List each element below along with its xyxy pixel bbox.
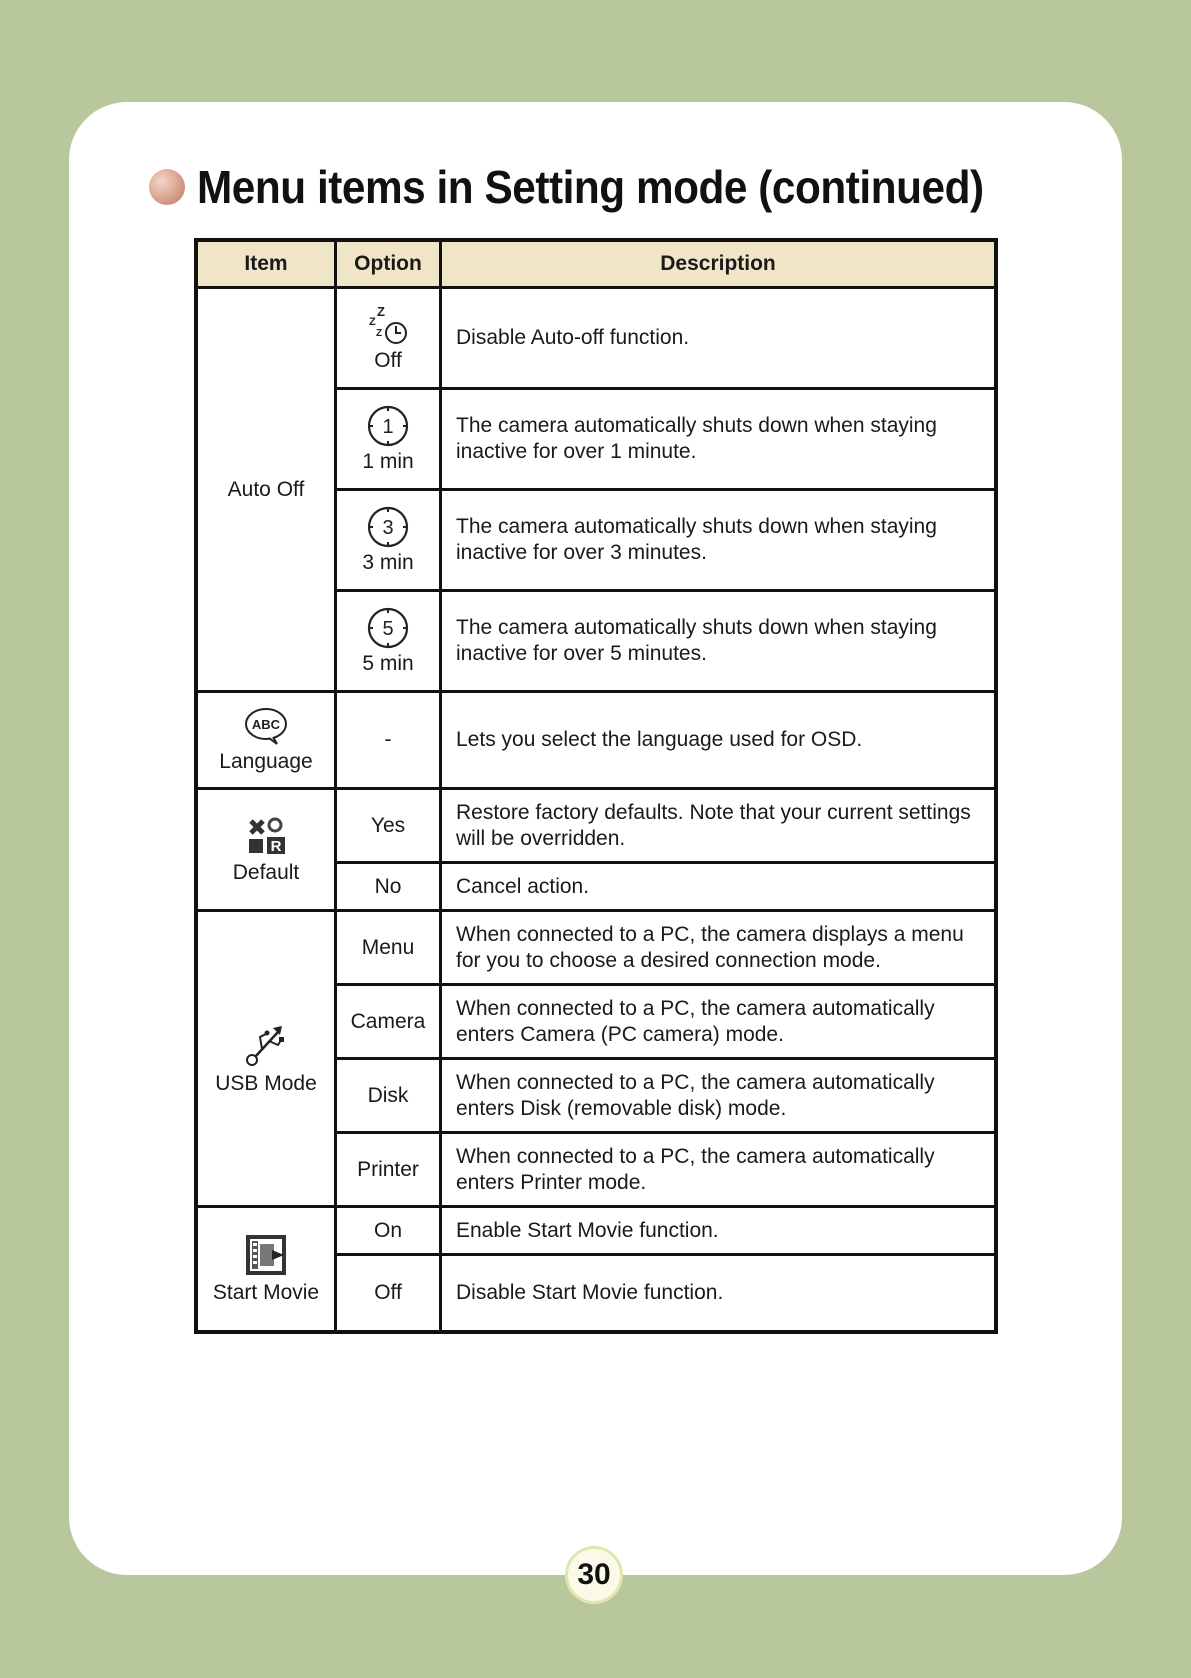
option-label: Off: [374, 349, 402, 372]
option-cell: Menu: [336, 911, 441, 985]
description-cell: The camera automatically shuts down when staying inactive for over 3 minutes.: [441, 490, 997, 591]
description-cell: When connected to a PC, the camera automatically enters Camera (PC camera) mode.: [441, 985, 997, 1059]
clock-5-icon: [366, 606, 410, 650]
table-row: [196, 789, 996, 863]
option-cell: [336, 288, 441, 389]
item-start-movie: [196, 1207, 336, 1332]
svg-text:3: 3: [382, 517, 394, 539]
svg-text:1: 1: [382, 416, 394, 438]
description-cell: When connected to a PC, the camera displays a menu for you to choose a desired connection mode.: [441, 911, 997, 985]
svg-text:Z: Z: [377, 304, 385, 319]
item-auto-off: [196, 288, 336, 692]
table-row: [196, 288, 996, 389]
header-description: Description: [441, 240, 997, 288]
svg-text:ABC: ABC: [251, 717, 281, 732]
page-number: 30: [565, 1546, 623, 1604]
svg-text:5: 5: [382, 618, 394, 640]
svg-text:Z: Z: [376, 328, 383, 339]
option-cell: Printer: [336, 1133, 441, 1207]
description-cell: When connected to a PC, the camera automatically enters Disk (removable disk) mode.: [441, 1059, 997, 1133]
table-row: [196, 911, 996, 985]
description-cell: The camera automatically shuts down when staying inactive for over 1 minute.: [441, 389, 997, 490]
usb-icon: [242, 1022, 290, 1068]
description-cell: Disable Auto-off function.: [441, 288, 997, 389]
header-option: Option: [336, 240, 441, 288]
item-language: [196, 692, 336, 789]
description-cell: The camera automatically shuts down when staying inactive for over 5 minutes.: [441, 591, 997, 692]
option-cell: Disk: [336, 1059, 441, 1133]
page-title: Menu items in Setting mode (continued): [197, 161, 984, 213]
item-usb-mode: [196, 911, 336, 1207]
item-label: Default: [232, 860, 300, 884]
option-cell: Yes: [336, 789, 441, 863]
description-cell: Lets you select the language used for OSD.: [441, 692, 997, 789]
item-label: Language: [219, 750, 313, 773]
reset-tools-icon: [243, 815, 289, 857]
option-cell: [336, 490, 441, 591]
manual-page: [69, 102, 1122, 1575]
table-header-row: [196, 240, 996, 288]
option-cell: On: [336, 1207, 441, 1255]
description-cell: When connected to a PC, the camera automatically enters Printer mode.: [441, 1133, 997, 1207]
item-default: [196, 789, 336, 911]
abc-speech-icon: [243, 706, 289, 746]
header-item: Item: [196, 240, 336, 288]
description-cell: Restore factory defaults. Note that your current settings will be overridden.: [441, 789, 997, 863]
option-cell: Camera: [336, 985, 441, 1059]
sleep-clock-icon: [366, 303, 410, 347]
item-label: Start Movie: [212, 1280, 320, 1304]
description-cell: Disable Start Movie function.: [441, 1255, 997, 1332]
svg-text:R: R: [270, 837, 282, 855]
settings-table: [194, 238, 998, 1334]
option-cell: -: [336, 692, 441, 789]
table-row: [196, 692, 996, 789]
description-cell: Cancel action.: [441, 863, 997, 911]
option-cell: [336, 389, 441, 490]
option-label: 5 min: [362, 652, 414, 675]
item-label: USB Mode: [215, 1071, 317, 1095]
option-cell: Off: [336, 1255, 441, 1332]
option-label: 3 min: [362, 551, 414, 574]
film-start-icon: [242, 1233, 290, 1277]
option-cell: [336, 591, 441, 692]
option-label: 1 min: [362, 450, 414, 473]
clock-1-icon: [366, 404, 410, 448]
title-row: [149, 160, 1052, 214]
option-cell: No: [336, 863, 441, 911]
svg-text:Z: Z: [369, 316, 376, 328]
clock-3-icon: [366, 505, 410, 549]
table-row: [196, 1207, 996, 1255]
item-label: Auto Off: [227, 477, 305, 501]
title-bullet-icon: [149, 169, 185, 205]
description-cell: Enable Start Movie function.: [441, 1207, 997, 1255]
